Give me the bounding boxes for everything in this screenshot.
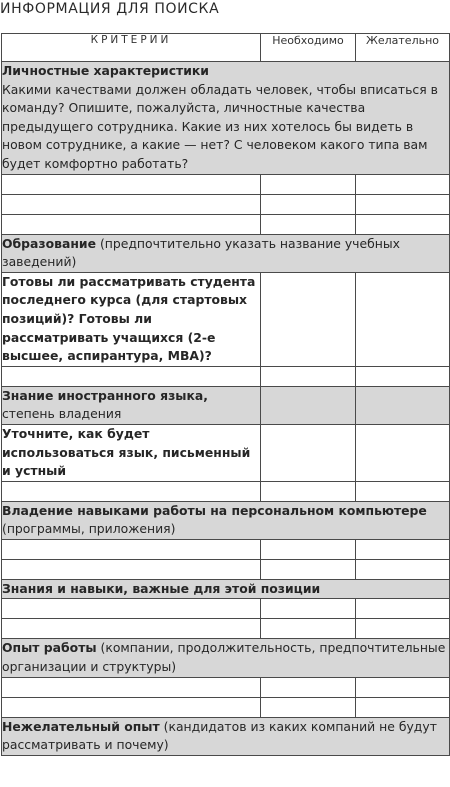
table-cell[interactable] [356,194,450,214]
table-cell[interactable] [356,424,450,481]
table-cell[interactable] [356,697,450,717]
table-row [2,697,450,717]
table-cell[interactable] [2,619,261,639]
table-cell[interactable] [2,677,261,697]
section-undesired-title: Нежелательный опыт [2,718,160,734]
header-criteria: КРИТЕРИИ [2,34,261,62]
table-cell[interactable] [2,194,261,214]
table-row [2,194,450,214]
table-cell[interactable] [261,424,356,481]
section-personal-text: Какими качествами должен обладать человек, чтобы вписаться в команду? Опишите, пожалуйста, личностные качества предыдущего сотрудника. Какие из них хотелось бы видеть в новом сотруднике, а какие — нет? С человеком какого типа вам будет комфортно работать? [2,81,438,171]
table-cell[interactable] [261,677,356,697]
table-row [2,234,450,272]
table-cell[interactable] [356,599,450,619]
section-experience [2,639,450,677]
table-row [2,272,450,366]
section-computer-note: (программы, приложения) [2,521,176,537]
section-experience-note: (компании, продолжительность, предпочтительные организации и структуры) [2,640,446,675]
table-cell[interactable] [356,481,450,501]
table-cell[interactable] [2,174,261,194]
table-row [2,214,450,234]
table-cell[interactable] [2,481,261,501]
section-language-title: Знание иностранного языка, [2,387,208,403]
section-education [2,234,450,272]
table-cell[interactable] [356,559,450,579]
header-desired: Желательно [356,34,450,62]
table-row [2,539,450,559]
table-row [2,619,450,639]
section-computer-title: Владение навыками работы на персональном компьютере [2,502,427,518]
table-cell[interactable] [261,386,356,424]
table-row [2,501,450,539]
table-cell[interactable] [356,214,450,234]
table-row [2,717,450,755]
section-undesired [2,717,450,755]
table-cell[interactable] [356,619,450,639]
section-language-note: степень владения [2,406,122,422]
table-header-row [2,34,450,62]
table-cell[interactable] [261,194,356,214]
table-cell[interactable] [2,559,261,579]
table-row [2,559,450,579]
table-cell[interactable] [261,599,356,619]
section-undesired-note: (кандидатов из каких компаний не будут рассматривать и почему) [2,718,437,753]
section-personal-title: Личностные характеристики [2,63,209,78]
table-row [2,366,450,386]
header-required: Необходимо [261,34,356,62]
table-cell[interactable] [261,539,356,559]
table-cell[interactable] [2,366,261,386]
section-language [2,386,261,424]
table-cell[interactable] [356,539,450,559]
table-cell[interactable] [261,214,356,234]
section-computer [2,501,450,539]
table-row [2,599,450,619]
section-education-question: Готовы ли рассматривать студента последнего курса (для стартовых позиций)? Готовы ли рассматривать учащихся (2-е высшее, аспирантура, MBA)? [2,272,261,366]
table-row [2,677,450,697]
table-cell[interactable] [2,599,261,619]
section-skills-title: Знания и навыки, важные для этой позиции [2,580,321,596]
table-row [2,174,450,194]
table-cell[interactable] [261,619,356,639]
table-cell[interactable] [261,559,356,579]
document-title: ИНФОРМАЦИЯ ДЛЯ ПОИСКА [0,1,220,17]
table-cell[interactable] [261,481,356,501]
section-education-note: (предпочтительно указать название учебных заведений) [2,235,400,270]
table-row [2,62,450,175]
table-row [2,579,450,599]
table-cell[interactable] [261,366,356,386]
section-experience-title: Опыт работы [2,640,97,656]
table-row [2,481,450,501]
table-row [2,386,450,424]
table-cell[interactable] [356,272,450,366]
table-cell[interactable] [2,214,261,234]
table-cell[interactable] [356,174,450,194]
table-cell[interactable] [356,386,450,424]
section-personal [2,62,450,175]
section-education-title: Образование [2,235,96,251]
table-cell[interactable] [261,272,356,366]
table-cell[interactable] [2,539,261,559]
section-skills [2,579,450,599]
table-row [2,639,450,677]
table-cell[interactable] [356,366,450,386]
table-cell[interactable] [356,677,450,697]
table-cell[interactable] [261,174,356,194]
section-language-question: Уточните, как будет использоваться язык, письменный и устный [2,424,261,481]
table-cell[interactable] [2,697,261,717]
criteria-table [1,33,450,756]
table-cell[interactable] [261,697,356,717]
table-row [2,424,450,481]
